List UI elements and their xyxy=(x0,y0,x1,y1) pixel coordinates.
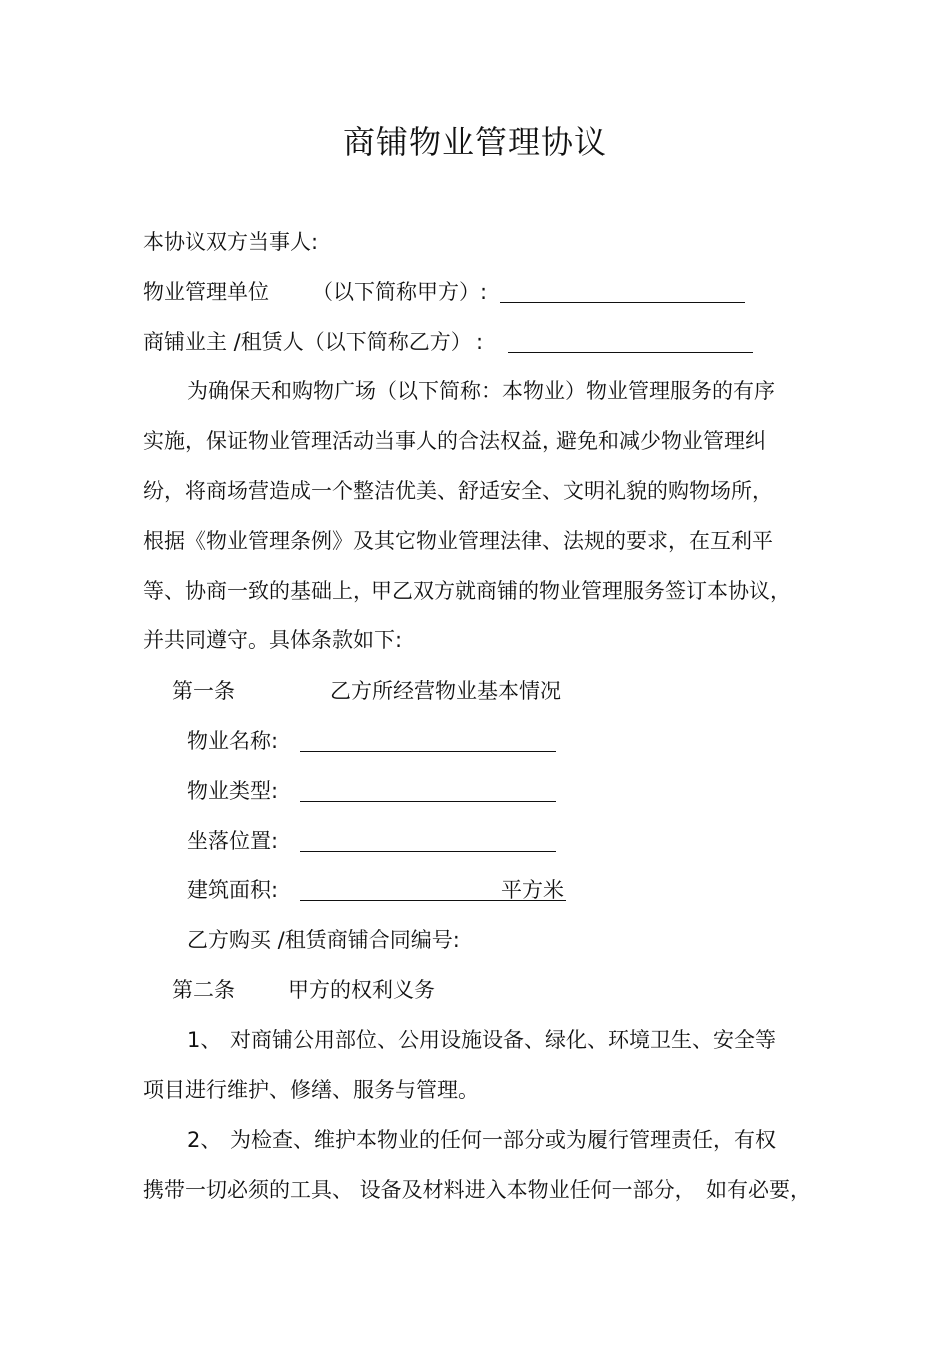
document-title: 商铺物业管理协议 xyxy=(342,123,607,161)
party-a-blank xyxy=(500,302,745,303)
preamble-line: 实施，保证物业管理活动当事人的合法权益， xyxy=(143,429,563,453)
preamble-line: 并共同遵守。具体条款如下: xyxy=(143,628,403,652)
item-2-text: 如有必要， xyxy=(706,1178,811,1202)
property-type-blank xyxy=(300,801,556,802)
property-name-blank xyxy=(300,751,556,752)
property-name-label: 物业名称: xyxy=(187,729,279,753)
preamble-line: 根据《物业管理条例》及其它物业管理法律、法规的要求，在互利平 xyxy=(143,529,773,553)
party-a-suffix: （以下简称甲方）: xyxy=(312,280,488,304)
party-b-colon: : xyxy=(476,330,484,354)
item-1-text: 对商铺公用部位、公用设施设备、绿化、环境卫生、安全等 xyxy=(230,1028,776,1052)
item-1-text: 项目进行维护、修缮、服务与管理。 xyxy=(143,1078,479,1102)
area-unit: 平方米 xyxy=(501,878,564,902)
item-2-text: 携带一切必须的工具、 设备及材料进入本物业任何一部分， xyxy=(143,1178,696,1202)
preamble-line: 甲乙双方就商铺的物业管理服务签订本协议， xyxy=(371,579,791,603)
item-1-number: 1、 xyxy=(187,1028,222,1052)
item-2-number: 2、 xyxy=(187,1128,222,1152)
article-1-number: 第一条 xyxy=(172,679,235,703)
party-b-label: 商铺业主 /租赁人（以下简称乙方） xyxy=(143,330,472,354)
preamble-line: 等、协商一致的基础上， xyxy=(143,579,374,603)
preamble-line: 为确保天和购物广场（以下简称：本物业）物业管理服务的有序 xyxy=(187,379,775,403)
preamble-line: 纷，将商场营造成一个整洁优美、舒适安全、文明礼貌的购物场所， xyxy=(143,479,773,503)
article-2-heading: 甲方的权利义务 xyxy=(288,978,435,1002)
party-a-label: 物业管理单位 xyxy=(143,280,269,304)
parties-intro: 本协议双方当事人: xyxy=(143,230,319,254)
party-b-blank xyxy=(508,352,753,353)
item-2-text: 为检查、维护本物业的任何一部分或为履行管理责任，有权 xyxy=(230,1128,776,1152)
article-1-heading: 乙方所经营物业基本情况 xyxy=(330,679,561,703)
location-blank xyxy=(300,851,556,852)
location-label: 坐落位置: xyxy=(187,829,279,853)
preamble-line: 避免和减少物业管理纠 xyxy=(556,429,766,453)
contract-number-label: 乙方购买 /租赁商铺合同编号: xyxy=(187,928,460,952)
area-label: 建筑面积: xyxy=(187,878,279,902)
property-type-label: 物业类型: xyxy=(187,779,279,803)
article-2-number: 第二条 xyxy=(172,978,235,1002)
